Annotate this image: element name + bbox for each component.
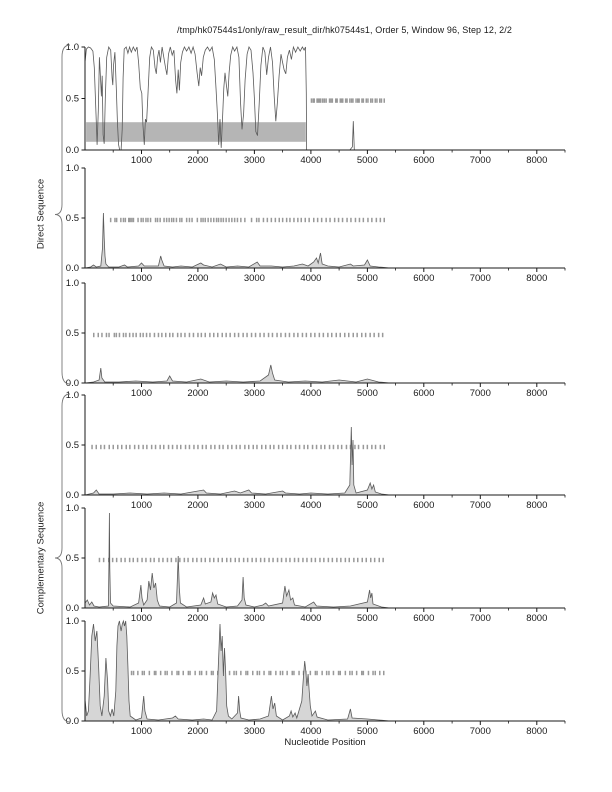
y-tick-label: 0.5 xyxy=(65,553,79,565)
x-tick-label: 7000 xyxy=(469,273,491,284)
x-tick-label: 3000 xyxy=(243,388,265,399)
y-tick-label: 0.5 xyxy=(65,93,79,105)
x-tick-label: 8000 xyxy=(526,155,548,166)
panel-direct-frame-1 xyxy=(66,42,565,166)
coding-region-bar xyxy=(86,122,306,142)
x-tick-label: 2000 xyxy=(187,613,209,624)
x-axis-label: Nucleotide Position xyxy=(284,737,366,748)
x-tick-label: 2000 xyxy=(187,155,209,166)
x-tick-label: 3000 xyxy=(243,273,265,284)
x-tick-label: 4000 xyxy=(300,388,322,399)
x-tick-label: 1000 xyxy=(130,155,153,166)
x-tick-label: 4000 xyxy=(300,613,322,624)
x-tick-label: 8000 xyxy=(526,726,548,737)
x-tick-label: 4000 xyxy=(300,726,322,737)
axes xyxy=(85,621,565,721)
y-tick-label: 0.5 xyxy=(65,328,79,340)
x-tick-label: 4000 xyxy=(300,155,322,166)
probability-curve xyxy=(85,365,565,383)
x-tick-label: 6000 xyxy=(413,500,435,511)
x-tick-label: 7000 xyxy=(469,500,491,511)
panel-complementary-frame-3 xyxy=(66,616,565,737)
panel-direct-frame-3 xyxy=(65,278,565,402)
x-tick-label: 5000 xyxy=(356,726,378,737)
panel-complementary-frame-1 xyxy=(66,390,565,511)
x-tick-label: 1000 xyxy=(130,613,153,624)
x-tick-label: 3000 xyxy=(243,500,265,511)
x-tick-label: 2000 xyxy=(187,388,209,399)
probability-curve xyxy=(85,621,565,721)
y-tick-label: 0.0 xyxy=(65,603,79,615)
x-tick-label: 3000 xyxy=(243,613,265,624)
y-tick-label: 0.0 xyxy=(65,716,79,728)
complementary-sequence-group-label: Complementary Sequence xyxy=(35,501,47,615)
y-tick-label: 1.0 xyxy=(65,390,79,402)
orf-markers xyxy=(91,445,385,449)
x-tick-label: 8000 xyxy=(526,500,548,511)
curve-fill xyxy=(85,365,565,383)
x-tick-label: 2000 xyxy=(187,500,209,511)
x-tick-label: 6000 xyxy=(413,613,435,624)
x-tick-label: 4000 xyxy=(300,273,322,284)
x-tick-label: 6000 xyxy=(413,726,435,737)
probability-curve xyxy=(85,513,565,608)
x-tick-label: 5000 xyxy=(356,273,378,284)
x-tick-label: 8000 xyxy=(526,613,548,624)
y-tick-label: 1.0 xyxy=(65,616,79,628)
x-tick-label: 2000 xyxy=(187,726,209,737)
chart-title: /tmp/hk07544s1/only/raw_result_dir/hk07544s1, Order 5, Window 96, Step 12, 2/2 xyxy=(177,25,512,35)
x-tick-label: 8000 xyxy=(526,388,548,399)
x-tick-label: 6000 xyxy=(413,155,435,166)
curve-fill xyxy=(85,427,565,495)
x-tick-label: 7000 xyxy=(469,388,491,399)
x-tick-label: 1000 xyxy=(130,726,153,737)
orf-markers xyxy=(131,671,385,675)
x-tick-label: 5000 xyxy=(356,500,378,511)
y-tick-label: 0.0 xyxy=(65,378,79,390)
x-tick-label: 1000 xyxy=(130,273,153,284)
x-tick-label: 5000 xyxy=(356,613,378,624)
axes xyxy=(85,283,565,383)
x-tick-label: 1000 xyxy=(130,388,153,399)
y-tick-label: 0.5 xyxy=(65,213,79,225)
x-tick-label: 6000 xyxy=(413,273,435,284)
x-tick-label: 2000 xyxy=(187,273,209,284)
orf-markers xyxy=(110,218,385,222)
orf-markers xyxy=(99,558,384,562)
y-tick-label: 0.5 xyxy=(65,440,79,452)
x-tick-label: 3000 xyxy=(243,155,265,166)
y-tick-label: 1.0 xyxy=(65,278,79,290)
orf-markers xyxy=(93,333,383,337)
y-tick-label: 0.0 xyxy=(65,490,79,502)
panel-complementary-frame-2 xyxy=(66,503,565,624)
y-tick-label: 1.0 xyxy=(65,163,79,175)
y-tick-label: 0.5 xyxy=(65,666,79,678)
y-tick-label: 0.0 xyxy=(65,263,79,275)
x-tick-label: 3000 xyxy=(243,726,265,737)
x-tick-label: 7000 xyxy=(469,726,491,737)
x-tick-label: 1000 xyxy=(130,500,153,511)
curve-fill xyxy=(85,621,565,721)
y-tick-label: 1.0 xyxy=(65,503,79,515)
x-tick-label: 4000 xyxy=(300,500,322,511)
x-tick-label: 7000 xyxy=(469,155,491,166)
x-tick-label: 7000 xyxy=(469,613,491,624)
x-tick-label: 8000 xyxy=(526,273,548,284)
orf-markers xyxy=(311,98,385,102)
x-tick-label: 6000 xyxy=(413,388,435,399)
direct-sequence-group-label: Direct Sequence xyxy=(35,178,47,250)
y-tick-label: 1.0 xyxy=(65,42,79,54)
x-tick-label: 5000 xyxy=(356,388,378,399)
y-tick-label: 0.0 xyxy=(65,145,79,157)
probability-curve xyxy=(85,427,565,495)
x-tick-label: 5000 xyxy=(356,155,378,166)
panel-direct-frame-2 xyxy=(66,163,565,284)
